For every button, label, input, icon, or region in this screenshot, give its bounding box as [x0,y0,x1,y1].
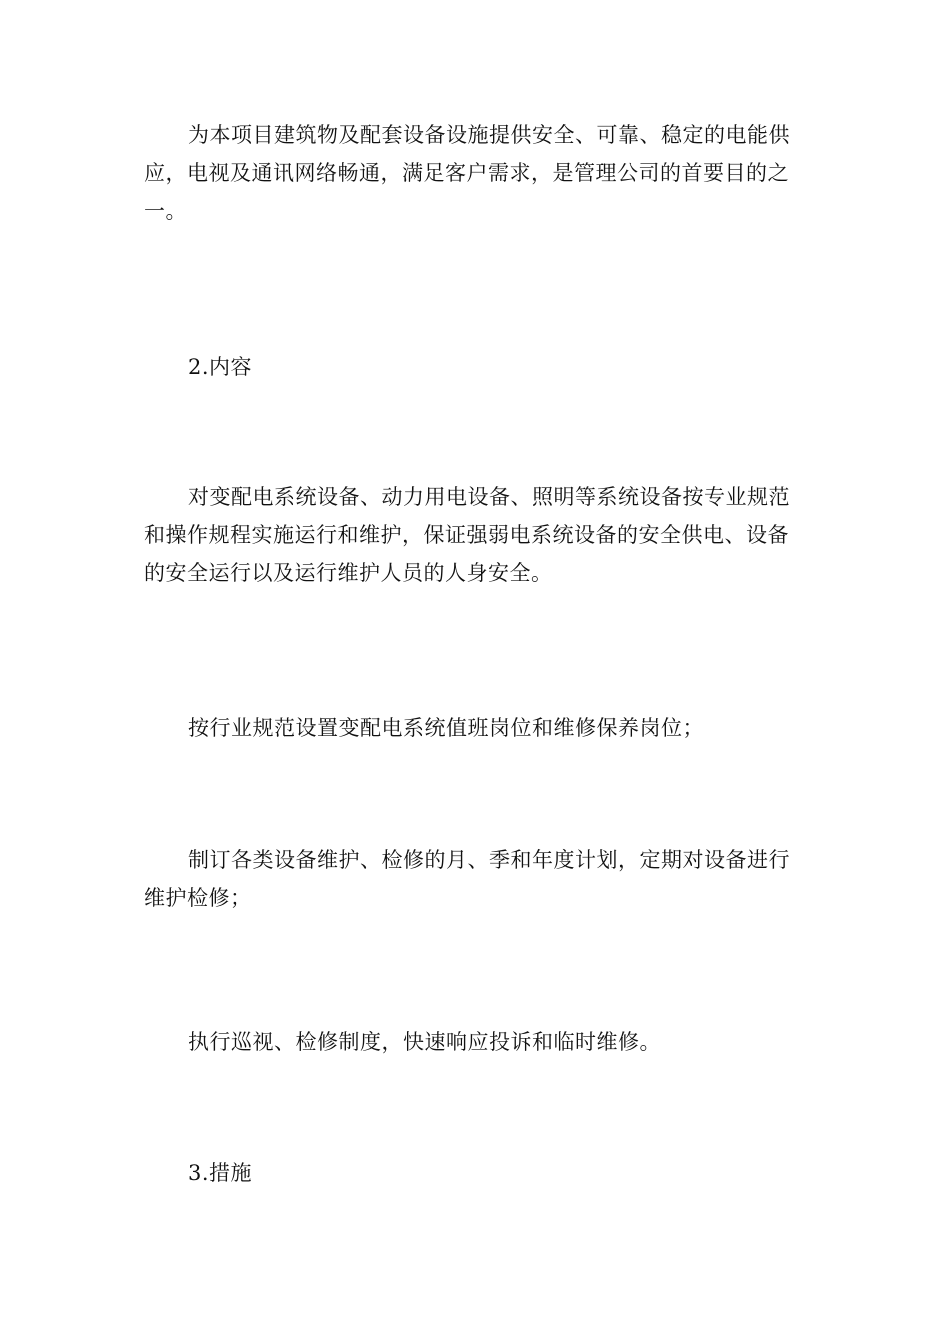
content-paragraph-plans: 制订各类设备维护、检修的月、季和年度计划，定期对设备进行维护检修； [144,848,790,910]
section-heading-measures: 3.措施 [188,1161,253,1185]
content-paragraph-operation: 对变配电系统设备、动力用电设备、照明等系统设备按专业规范和操作规程实施运行和维护，保证强弱电系统设备的安全供电、设备的安全运行以及运行维护人员的人身安全。 [144,485,790,585]
content-paragraph-inspection: 执行巡视、检修制度，快速响应投诉和临时维修。 [188,1030,661,1054]
section-heading-content: 2.内容 [188,355,253,379]
content-paragraph-posts: 按行业规范设置变配电系统值班岗位和维修保养岗位； [188,716,704,740]
purpose-paragraph: 为本项目建筑物及配套设备设施提供安全、可靠、稳定的电能供应，电视及通讯网络畅通，满足客户需求，是管理公司的首要目的之一。 [144,123,790,223]
